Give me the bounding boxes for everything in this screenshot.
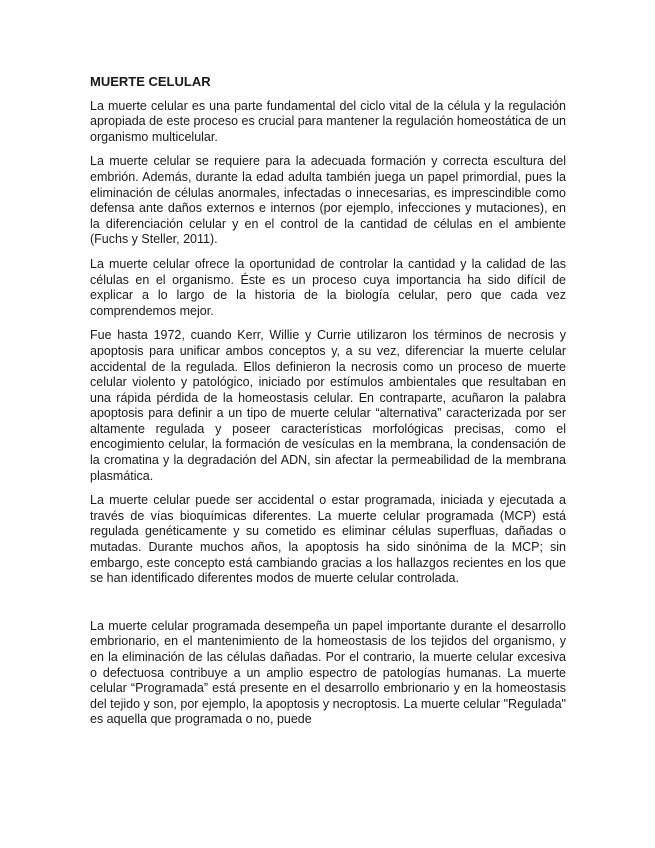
paragraph-embryo: La muerte celular se requiere para la adecuada formación y correcta escultura del embrión. Además, durante la edad adulta también juega un papel primordial, pues la eliminación de células anormales, infectadas o innecesarias, es imprescindible como defensa ante daños externos e internos (por ejemplo, infecciones y mutaciones), en la diferenciación celular y en el control de la cantidad de células en el ambiente (Fuchs y Steller, 2011). [90, 154, 566, 247]
paragraph-history: Fue hasta 1972, cuando Kerr, Willie y Currie utilizaron los términos de necrosis y apoptosis para unificar ambos conceptos y, a su vez, diferenciar la muerte celular accidental de la regulada. Ellos definieron la necrosis como un proceso de muerte celular violento y patológico, iniciado por estímulos ambientales que resultaban en una rápida pérdida de la homeostasis celular. En contraparte, acuñaron la palabra apoptosis para definir a un tipo de muerte celular “alternativa” caracterizada por ser altamente regulada y poseer características morfológicas precisas, como el encogimiento celular, la formación de vesículas en la membrana, la condensación de la cromatina y la degradación del ADN, sin afectar la permeabilidad de la membrana plasmática. [90, 328, 566, 483]
document-title: MUERTE CELULAR [90, 74, 211, 89]
section-spacer [90, 596, 566, 619]
paragraph-intro: La muerte celular es una parte fundamental del ciclo vital de la célula y la regulación apropiada de este proceso es crucial para mantener la regulación homeostática de un organismo multicelular. [90, 98, 566, 144]
document-page [90, 74, 566, 737]
paragraph-control: La muerte celular ofrece la oportunidad de controlar la cantidad y la calidad de las células en el organismo. Éste es un proceso cuya importancia ha sido difícil de explicar a lo largo de la historia de la biología celular, pero que cada vez comprendemos mejor. [90, 256, 566, 318]
paragraph-roles: La muerte celular programada desempeña un papel importante durante el desarrollo embrionario, en el mantenimiento de la homeostasis de los tejidos del organismo, y en la eliminación de las células dañadas. Por el contrario, la muerte celular excesiva o defectuosa contribuye a un amplio espectro de patologías humanas. La muerte celular “Programada” está presente en el desarrollo embrionario y en la homeostasis del tejido y son, por ejemplo, la apoptosis y necroptosis. La muerte celular "Regulada" es aquella que programada o no, puede [90, 618, 566, 727]
paragraph-programmed: La muerte celular puede ser accidental o estar programada, iniciada y ejecutada a través de vías bioquímicas diferentes. La muerte celular programada (MCP) está regulada genéticamente y su cometido es eliminar células superfluas, dañadas o mutadas. Durante muchos años, la apoptosis ha sido sinónima de la MCP; sin embargo, este concepto está cambiando gracias a los hallazgos recientes en los que se han identificado diferentes modos de muerte celular controlada. [90, 493, 566, 586]
